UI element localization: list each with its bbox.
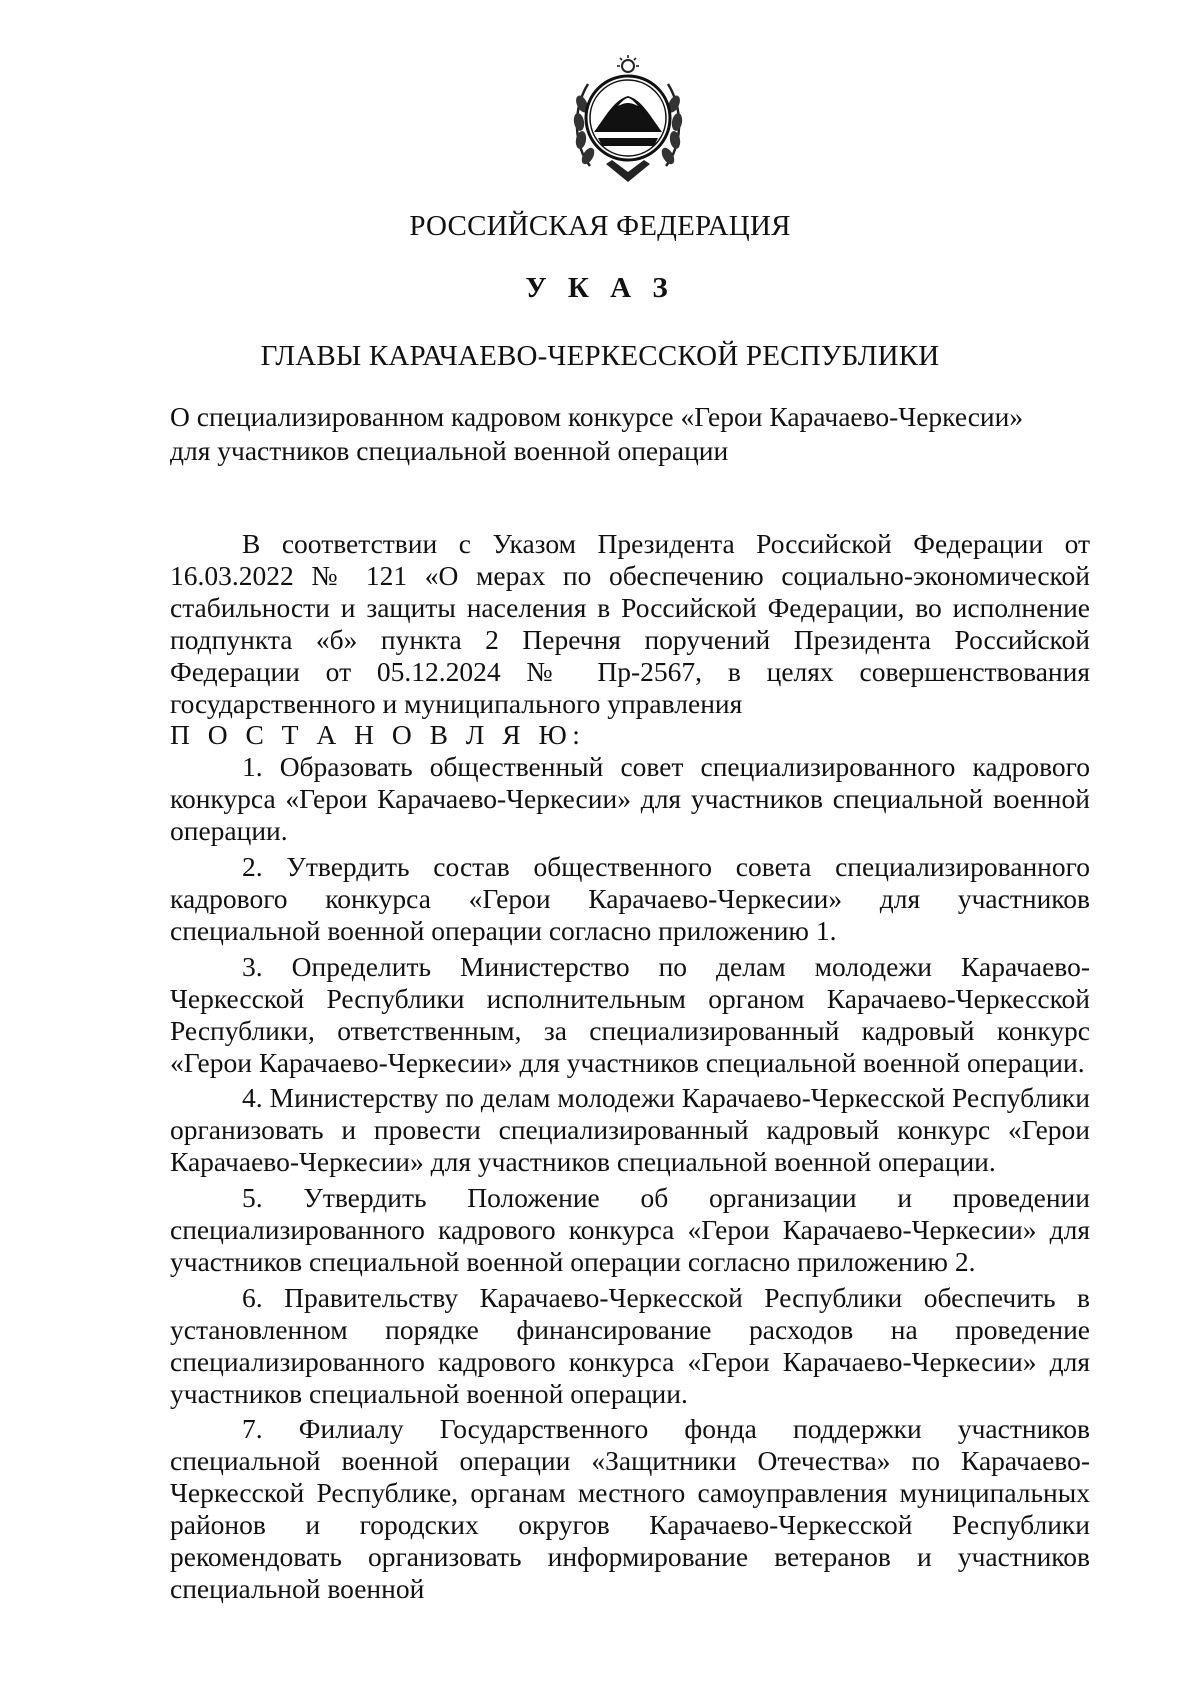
issuer-heading: ГЛАВЫ КАРАЧАЕВО-ЧЕРКЕССКОЙ РЕСПУБЛИКИ xyxy=(260,340,940,372)
document-type-heading: У К А З xyxy=(525,272,675,304)
decree-item-6: 6. Правительству Карачаево-Черкесской Республики обеспечить в установленном порядке финансирование расходов на проведение специализированного кадрового конкурса «Герои Карачаево-Черкесии» для участников специальной военной операции. xyxy=(170,1281,1090,1409)
coat-of-arms-icon xyxy=(568,54,688,186)
document-body xyxy=(170,528,1090,1605)
decree-word: П О С Т А Н О В Л Я Ю: xyxy=(170,719,586,751)
decree-item-2: 2. Утвердить состав общественного совета специализированного кадрового конкурса «Герои Карачаево-Черкесии» для участников специальной военной операции согласно приложению 1. xyxy=(170,851,1090,946)
document-subject xyxy=(170,400,1090,468)
preamble-paragraph: В соответствии с Указом Президента Российской Федерации от 16.03.2022 № 121 «О мерах по обеспечению социально-экономической стабильности и защиты населения в Российской Федерации, во исполнение подпункта «б» пункта 2 Перечня поручений Президента Российской Федерации от 05.12.2024 № Пр-2567, в целях совершенствования государственного и муниципального управления xyxy=(170,528,1090,719)
country-heading: РОССИЙСКАЯ ФЕДЕРАЦИЯ xyxy=(409,210,791,242)
subject-line-2: для участников специальной военной операции xyxy=(170,435,729,466)
decree-item-7: 7. Филиалу Государственного фонда поддержки участников специальной военной операции «Защитники Отечества» по Карачаево-Черкесской Республике, органам местного самоуправления муниципальных районов и городских округов Карачаево-Черкесской Республики рекомендовать организовать информирование ветеранов и участников специальной военной xyxy=(170,1413,1090,1604)
decree-item-5: 5. Утвердить Положение об организации и проведении специализированного кадрового конкурса «Герои Карачаево-Черкесии» для участников специальной военной операции согласно приложению 2. xyxy=(170,1182,1090,1277)
decree-item-3: 3. Определить Министерство по делам молодежи Карачаево-Черкесской Республики исполнительным органом Карачаево-Черкесской Республики, ответственным, за специализированный кадровый конкурс «Герои Карачаево-Черкесии» для участников специальной военной операции. xyxy=(170,950,1090,1078)
decree-item-4: 4. Министерству по делам молодежи Карачаево-Черкесской Республики организовать и провести специализированный кадровый конкурс «Герои Карачаево-Черкесии» для участников специальной военной операции. xyxy=(170,1082,1090,1178)
subject-line-1: О специализированном кадровом конкурсе «Герои Карачаево-Черкесии» xyxy=(170,401,1024,432)
decree-item-1: 1. Образовать общественный совет специализированного кадрового конкурса «Герои Карачаево-Черкесии» для участников специальной военной операции. xyxy=(170,751,1090,847)
